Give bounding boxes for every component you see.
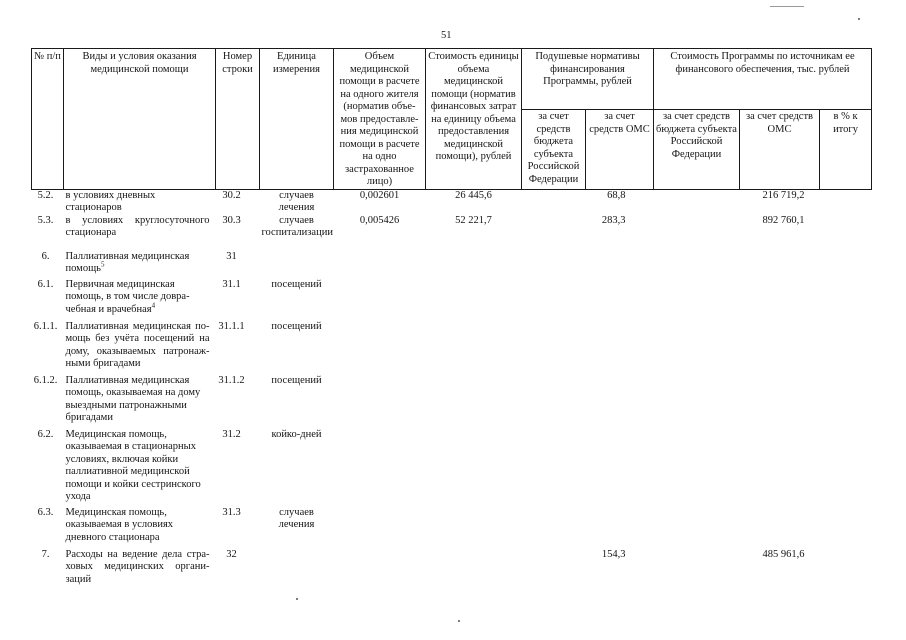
header-cell-src-pct: в % к итогу bbox=[820, 110, 872, 190]
cell-volume bbox=[334, 321, 426, 375]
table-row bbox=[32, 279, 872, 321]
cell-norm-budget bbox=[522, 507, 586, 549]
cell-kind: в условиях дневных стационаров bbox=[65, 189, 156, 213]
cell-unit: случаев лечения bbox=[278, 189, 315, 213]
footnote-marker: 4 bbox=[151, 301, 156, 309]
cell-unit: посещений bbox=[271, 320, 322, 332]
table-row bbox=[32, 429, 872, 507]
cell-unit: случаев госпитализации bbox=[261, 214, 333, 238]
cell-line: 31.1.2 bbox=[218, 374, 245, 386]
cell-src-pct bbox=[820, 549, 872, 589]
cell-src-oms bbox=[740, 375, 820, 429]
cell-line: 32 bbox=[226, 548, 237, 560]
cell-src-pct bbox=[820, 251, 872, 279]
cell-norm-oms: 154,3 bbox=[601, 548, 626, 560]
header-group-norms: Подушевые нормативы финансирования Программы, рублей bbox=[522, 49, 654, 110]
table-row bbox=[32, 251, 872, 279]
header-group-sources: Стоимость Программы по источникам ее финансового обеспечения, тыс. рублей bbox=[654, 49, 872, 110]
cell-no: 6.1.1. bbox=[33, 320, 58, 332]
cell-no: 6.1.2. bbox=[33, 374, 58, 386]
cell-no: 5.3. bbox=[37, 214, 54, 226]
table-row bbox=[32, 375, 872, 429]
cell-kind: Расходы на ведение дела стра-ховых медицинских органи-заций bbox=[65, 548, 210, 585]
cell-kind: в условиях круглосуточного стационара bbox=[65, 214, 210, 238]
cell-cost: 26 445,6 bbox=[455, 189, 492, 201]
cell-norm-budget bbox=[522, 549, 586, 589]
table-row bbox=[32, 549, 872, 589]
cell-norm-budget bbox=[522, 375, 586, 429]
cell-src-pct bbox=[820, 507, 872, 549]
cell-no: 7. bbox=[41, 548, 50, 560]
cell-norm-oms: 283,3 bbox=[601, 214, 626, 226]
table-body bbox=[32, 189, 872, 589]
cell-src-budget bbox=[654, 429, 740, 507]
cell-line: 31.2 bbox=[222, 428, 241, 440]
header-cell-norm-budget: за счет средств бюджета субъекта Российской Федерации bbox=[522, 110, 586, 190]
header-cell-src-budget: за счет средств бюджета субъекта Российской Федерации bbox=[654, 110, 740, 190]
cell-no: 6.1. bbox=[37, 278, 54, 290]
header-cell-unit: Единица измерения bbox=[260, 49, 334, 190]
header-cell-no: № п/п bbox=[32, 49, 64, 190]
cell-line: 31.3 bbox=[222, 506, 241, 518]
cell-kind: Медицинская помощь, оказываемая в стационарных условиях, включая койки паллиативной медицинской помощи и койки сестринского ухода bbox=[65, 428, 201, 502]
cell-norm-oms bbox=[586, 321, 654, 375]
cell-kind bbox=[64, 251, 216, 279]
cell-norm-oms bbox=[586, 429, 654, 507]
header-cell-line: Номер строки bbox=[216, 49, 260, 190]
scan-artifact-dot bbox=[858, 18, 860, 20]
cell-norm-budget bbox=[522, 251, 586, 279]
cell-unit: койко-дней bbox=[271, 428, 322, 440]
cell-kind: Паллиативная медицинская по-мощь без учёта посещений на дому, оказываемых патронаж-ными бригадами bbox=[65, 320, 210, 369]
cell-no: 6.2. bbox=[37, 428, 54, 440]
cell-src-oms bbox=[740, 321, 820, 375]
cell-volume bbox=[334, 507, 426, 549]
cell-norm-oms bbox=[586, 375, 654, 429]
cell-line: 31.1 bbox=[222, 278, 241, 290]
cell-src-pct bbox=[820, 375, 872, 429]
table-header bbox=[32, 49, 872, 190]
header-cell-src-oms: за счет средств ОМС bbox=[740, 110, 820, 190]
cell-src-pct bbox=[820, 321, 872, 375]
program-cost-table bbox=[31, 48, 872, 589]
scan-artifact-dot bbox=[458, 620, 460, 622]
cell-cost bbox=[426, 321, 522, 375]
header-cell-cost: Стоимость единицы объема медицинской помощи (норматив финансовых затрат на единицу объема предоставления медицинской помощи), рублей bbox=[426, 49, 522, 190]
cell-src-pct bbox=[820, 189, 872, 215]
cell-cost bbox=[426, 251, 522, 279]
cell-kind-text: Паллиативная медицинская помощь bbox=[65, 250, 190, 274]
cell-src-pct bbox=[820, 279, 872, 321]
cell-volume: 0,002601 bbox=[359, 189, 400, 201]
cell-unit: посещений bbox=[271, 278, 322, 290]
cell-volume bbox=[334, 549, 426, 589]
cell-line: 31 bbox=[226, 250, 237, 262]
cell-norm-oms bbox=[586, 507, 654, 549]
cell-unit: посещений bbox=[271, 374, 322, 386]
table-row bbox=[32, 507, 872, 549]
cell-norm-oms bbox=[586, 279, 654, 321]
footnote-marker: 5 bbox=[100, 260, 105, 269]
cell-no: 5.2. bbox=[37, 189, 54, 201]
cell-src-oms bbox=[740, 429, 820, 507]
header-cell-volume: Объем медицинской помощи в расчете на одного жителя (норматив объе-мов предоставле-ния медицинской помощи в расчете на одно застрахованное лицо) bbox=[334, 49, 426, 190]
cell-src-budget bbox=[654, 279, 740, 321]
cell-src-budget bbox=[654, 321, 740, 375]
cell-kind: Медицинская помощь, оказываемая в условиях дневного стационара bbox=[65, 506, 174, 543]
cell-src-budget bbox=[654, 215, 740, 251]
cell-src-pct bbox=[820, 215, 872, 251]
cell-src-oms: 892 760,1 bbox=[762, 214, 805, 226]
cell-norm-oms: 68,8 bbox=[607, 189, 626, 201]
cell-no: 6.3. bbox=[37, 506, 54, 518]
cell-src-budget bbox=[654, 189, 740, 215]
cell-unit bbox=[260, 251, 334, 279]
cell-kind-text: Первичная медицинская помощь, в том числе довра-чебная и врачебная bbox=[65, 278, 190, 315]
cell-line: 30.2 bbox=[222, 189, 241, 201]
cell-src-budget bbox=[654, 507, 740, 549]
cell-norm-budget bbox=[522, 321, 586, 375]
cell-norm-budget bbox=[522, 215, 586, 251]
cell-src-budget bbox=[654, 549, 740, 589]
cell-norm-budget bbox=[522, 189, 586, 215]
cell-cost: 52 221,7 bbox=[455, 214, 492, 226]
page-number: 51 bbox=[441, 30, 452, 41]
table-row bbox=[32, 189, 872, 215]
cell-norm-budget bbox=[522, 279, 586, 321]
cell-volume bbox=[334, 375, 426, 429]
cell-cost bbox=[426, 549, 522, 589]
cell-line: 30.3 bbox=[222, 214, 241, 226]
table-row bbox=[32, 321, 872, 375]
cell-cost bbox=[426, 507, 522, 549]
header-cell-kind: Виды и условия оказания медицинской помощи bbox=[64, 49, 216, 190]
cell-src-oms bbox=[740, 251, 820, 279]
cell-line: 31.1.1 bbox=[218, 320, 245, 332]
cell-src-oms: 485 961,6 bbox=[762, 548, 805, 560]
header-cell-norm-oms: за счет средств ОМС bbox=[586, 110, 654, 190]
cell-norm-oms bbox=[586, 251, 654, 279]
cell-no: 6. bbox=[41, 250, 50, 262]
cell-cost bbox=[426, 429, 522, 507]
cell-src-budget bbox=[654, 375, 740, 429]
cell-unit: случаев лечения bbox=[278, 506, 315, 530]
cell-src-oms bbox=[740, 507, 820, 549]
scan-artifact-dot bbox=[296, 598, 298, 600]
cell-src-oms: 216 719,2 bbox=[762, 189, 805, 201]
cell-volume bbox=[334, 251, 426, 279]
cell-kind bbox=[64, 279, 216, 321]
scan-artifact-line bbox=[770, 6, 804, 7]
cell-src-pct bbox=[820, 429, 872, 507]
cell-src-oms bbox=[740, 279, 820, 321]
cell-kind: Паллиативная медицинская помощь, оказываемая на дому выездными патронажными бригадами bbox=[65, 374, 201, 423]
cell-cost bbox=[426, 375, 522, 429]
cell-src-budget bbox=[654, 251, 740, 279]
table-row bbox=[32, 215, 872, 251]
cell-volume bbox=[334, 429, 426, 507]
cell-cost bbox=[426, 279, 522, 321]
cell-volume bbox=[334, 279, 426, 321]
cell-unit bbox=[260, 549, 334, 589]
cell-volume: 0,005426 bbox=[359, 214, 400, 226]
cell-norm-budget bbox=[522, 429, 586, 507]
